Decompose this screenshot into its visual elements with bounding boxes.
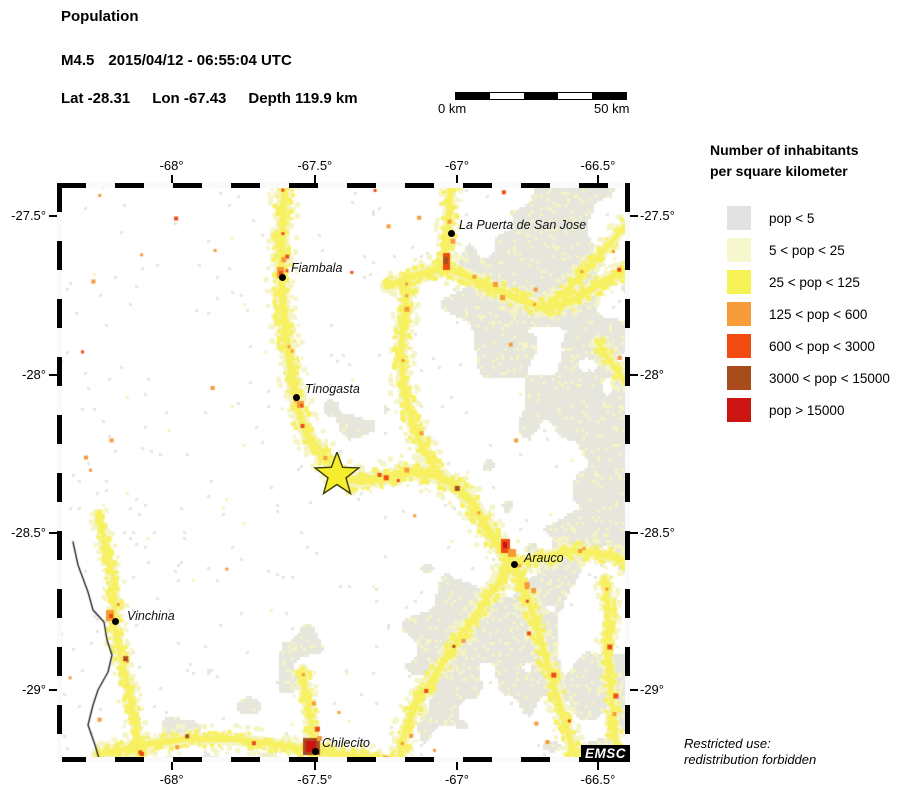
x-axis-label-bottom: -67.5° [297, 772, 333, 787]
restriction-note-line1: Restricted use: [684, 736, 771, 751]
city-label: Vinchina [127, 609, 175, 623]
x-tick-bottom [171, 762, 173, 770]
y-tick-right [630, 215, 638, 217]
x-tick-bottom [314, 762, 316, 770]
legend-item [727, 366, 890, 390]
city-dot [448, 230, 455, 237]
x-tick-top [314, 175, 316, 183]
y-tick-right [630, 689, 638, 691]
page-title: Population [61, 8, 139, 25]
legend-item [727, 270, 890, 294]
y-tick-right [630, 374, 638, 376]
legend-title-line1: Number of inhabitants [710, 142, 859, 158]
city-dot [511, 561, 518, 568]
city-label: Arauco [524, 551, 564, 565]
x-axis-label-top: -67.5° [297, 158, 333, 173]
x-axis-label-bottom: -66.5° [580, 772, 616, 787]
legend-item [727, 238, 890, 262]
scale-segment [558, 93, 592, 99]
x-tick-bottom [456, 762, 458, 770]
event-info [61, 52, 292, 69]
map-border-right [625, 183, 630, 762]
legend-label: 25 < pop < 125 [769, 274, 860, 290]
y-axis-label-right: -27.5° [640, 208, 675, 223]
legend-swatch [727, 366, 751, 390]
map-border-bottom [57, 757, 630, 762]
scale-end-label: 50 km [594, 101, 630, 116]
legend-label: 5 < pop < 25 [769, 242, 845, 258]
city-dot [279, 274, 286, 281]
legend-swatch [727, 398, 751, 422]
legend-label: 600 < pop < 3000 [769, 338, 875, 354]
legend [727, 206, 890, 430]
y-axis-label-right: -29° [640, 682, 664, 698]
city-label: Fiambala [291, 261, 343, 275]
y-axis-label-left: -29° [22, 682, 46, 698]
event-datetime: 2015/04/12 - 06:55:04 UTC [108, 52, 292, 69]
location-info [61, 90, 358, 107]
y-axis-label-right: -28.5° [640, 525, 675, 541]
scale-segment [524, 93, 558, 99]
legend-label: 125 < pop < 600 [769, 306, 868, 322]
emsc-credit-badge: EMSC [581, 745, 630, 762]
city-label: Chilecito [322, 736, 370, 750]
x-axis-label-bottom: -67° [444, 772, 469, 787]
x-axis-label-top: -68° [159, 158, 184, 173]
event-magnitude: M4.5 [61, 52, 95, 69]
restriction-note [684, 736, 816, 768]
y-axis-label-left: -27.5° [11, 208, 46, 223]
legend-swatch [727, 206, 751, 230]
y-tick-right [630, 532, 638, 534]
event-depth: Depth 119.9 km [248, 90, 358, 107]
city-dot [293, 394, 300, 401]
legend-swatch [727, 334, 751, 358]
scale-segment [592, 93, 626, 99]
x-axis-label-bottom: -68° [159, 772, 184, 787]
legend-swatch [727, 302, 751, 326]
legend-label: pop > 15000 [769, 402, 845, 418]
y-axis-label-right: -28° [640, 367, 664, 383]
legend-title-line2: per square kilometer [710, 163, 848, 179]
scale-segment [490, 93, 524, 99]
city-label: La Puerta de San Jose [459, 218, 587, 232]
x-tick-top [456, 175, 458, 183]
legend-item [727, 334, 890, 358]
x-tick-top [597, 175, 599, 183]
city-label: Tinogasta [305, 382, 360, 396]
y-tick-left [49, 215, 57, 217]
legend-swatch [727, 238, 751, 262]
city-dot [312, 748, 319, 755]
legend-item [727, 302, 890, 326]
x-tick-bottom [597, 762, 599, 770]
legend-label: 3000 < pop < 15000 [769, 370, 890, 386]
map-border-left [57, 183, 62, 762]
legend-item [727, 206, 890, 230]
city-dot [112, 618, 119, 625]
event-lat: Lat -28.31 [61, 90, 131, 107]
y-axis-label-left: -28.5° [11, 525, 46, 541]
scale-bar [455, 92, 627, 100]
restriction-note-line2: redistribution forbidden [684, 752, 817, 767]
legend-item [727, 398, 890, 422]
y-axis-label-left: -28° [22, 367, 46, 383]
x-axis-label-top: -67° [444, 158, 469, 173]
scale-start-label: 0 km [438, 101, 467, 116]
y-tick-left [49, 374, 57, 376]
y-tick-left [49, 532, 57, 534]
y-tick-left [49, 689, 57, 691]
legend-label: pop < 5 [769, 210, 815, 226]
event-lon: Lon -67.43 [152, 90, 227, 107]
scale-segment [456, 93, 490, 99]
map-border-top [57, 183, 630, 188]
x-axis-label-top: -66.5° [580, 158, 616, 173]
epicenter-star-icon [313, 452, 361, 498]
map [57, 183, 630, 762]
x-tick-top [171, 175, 173, 183]
legend-swatch [727, 270, 751, 294]
legend-title [710, 140, 859, 182]
